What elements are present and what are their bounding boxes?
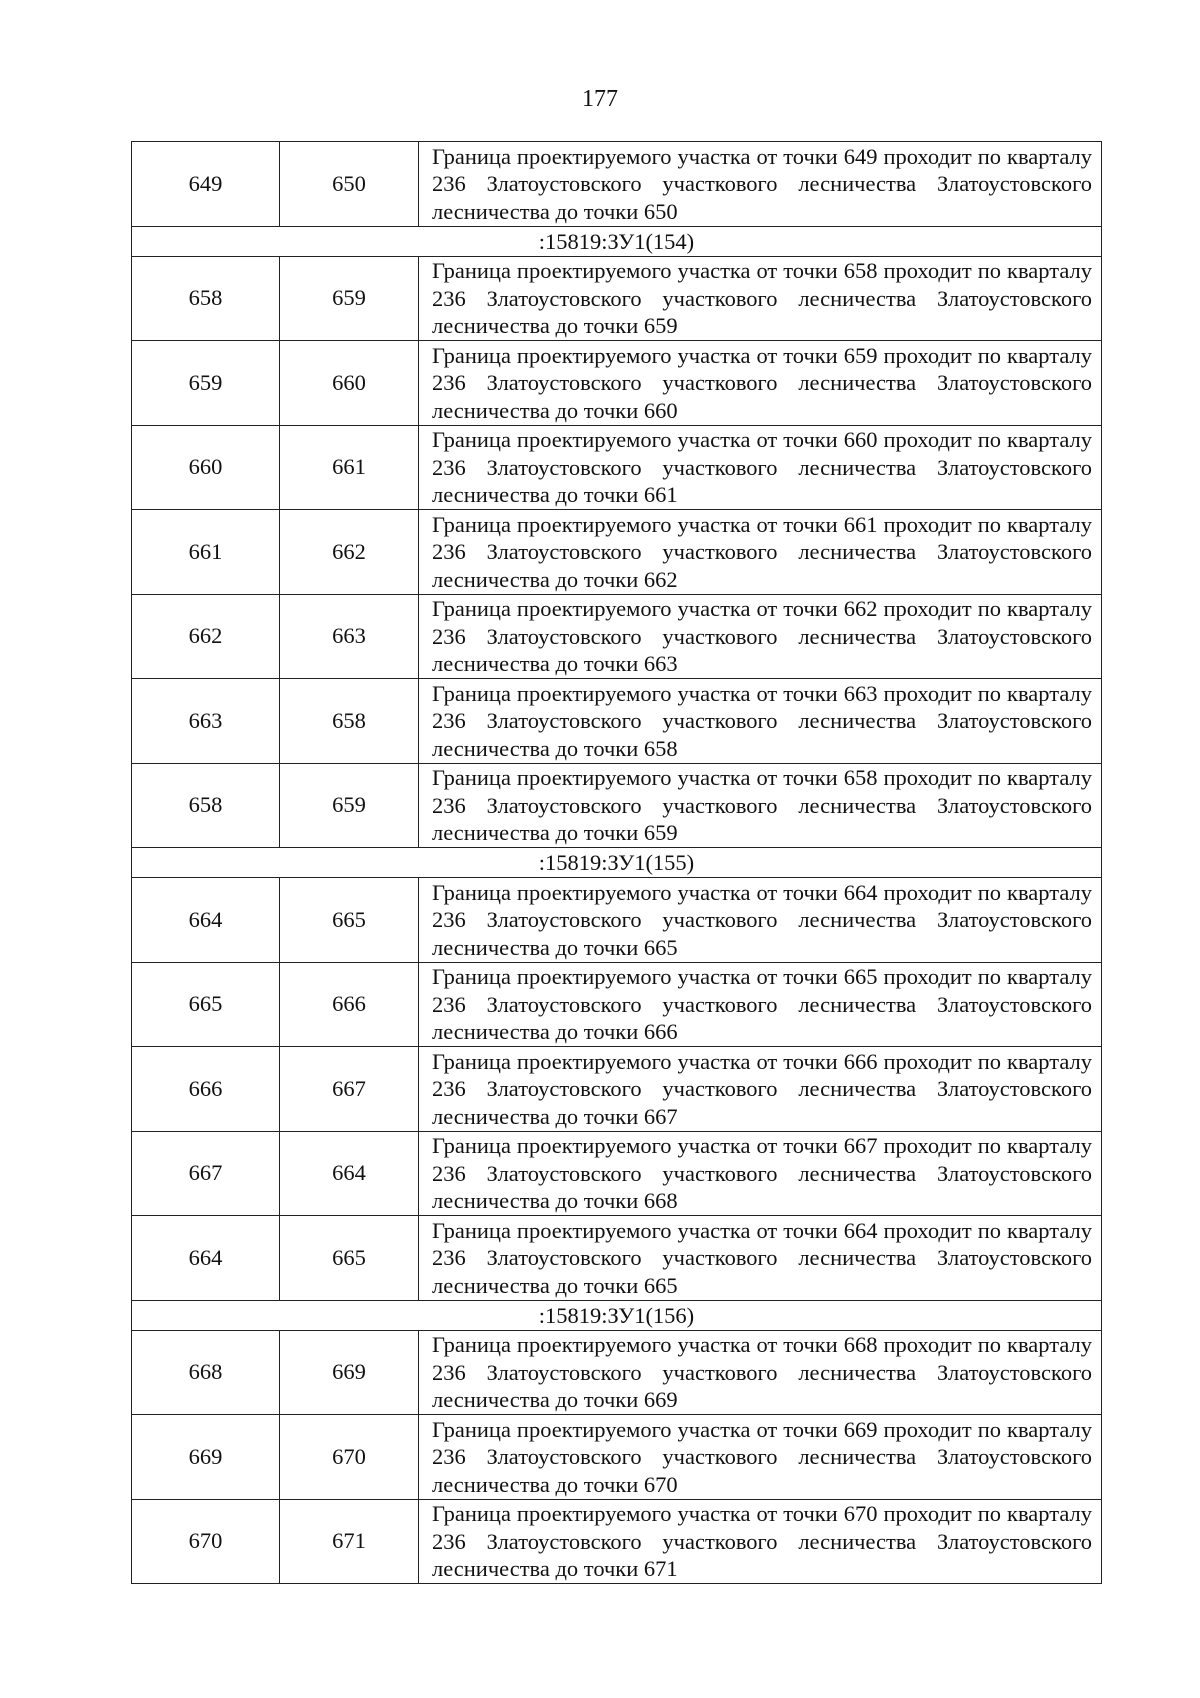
to-point-cell: 666 xyxy=(280,962,419,1047)
to-point-cell: 665 xyxy=(280,878,419,963)
to-point-cell: 664 xyxy=(280,1131,419,1216)
boundary-description-cell: Граница проектируемого участка от точки 658 проходит по кварталу 236 Златоустовского участкового лесничества Златоустовского лесничества до точки 659 xyxy=(419,763,1102,848)
table-row xyxy=(132,1216,1102,1301)
to-point-cell: 663 xyxy=(280,594,419,679)
boundary-description-cell: Граница проектируемого участка от точки 669 проходит по кварталу 236 Златоустовского участкового лесничества Златоустовского лесничества до точки 670 xyxy=(419,1415,1102,1500)
to-point-cell: 659 xyxy=(280,763,419,848)
from-point-cell: 664 xyxy=(132,1216,280,1301)
boundary-description-cell: Граница проектируемого участка от точки 667 проходит по кварталу 236 Златоустовского участкового лесничества Златоустовского лесничества до точки 668 xyxy=(419,1131,1102,1216)
section-row xyxy=(132,848,1102,878)
section-label: :15819:ЗУ1(156) xyxy=(132,1300,1102,1330)
from-point-cell: 669 xyxy=(132,1415,280,1500)
table-body xyxy=(132,142,1102,1584)
from-point-cell: 658 xyxy=(132,256,280,341)
boundary-description-cell: Граница проектируемого участка от точки 658 проходит по кварталу 236 Златоустовского участкового лесничества Златоустовского лесничества до точки 659 xyxy=(419,256,1102,341)
boundary-description-cell: Граница проектируемого участка от точки 668 проходит по кварталу 236 Златоустовского участкового лесничества Златоустовского лесничества до точки 669 xyxy=(419,1330,1102,1415)
table-row xyxy=(132,1415,1102,1500)
table-row xyxy=(132,1047,1102,1132)
from-point-cell: 670 xyxy=(132,1499,280,1584)
from-point-cell: 660 xyxy=(132,425,280,510)
to-point-cell: 661 xyxy=(280,425,419,510)
table-row xyxy=(132,1330,1102,1415)
from-point-cell: 665 xyxy=(132,962,280,1047)
to-point-cell: 659 xyxy=(280,256,419,341)
boundary-description-cell: Граница проектируемого участка от точки 649 проходит по кварталу 236 Златоустовского участкового лесничества Златоустовского лесничества до точки 650 xyxy=(419,142,1102,227)
from-point-cell: 659 xyxy=(132,341,280,426)
boundary-description-cell: Граница проектируемого участка от точки 663 проходит по кварталу 236 Златоустовского участкового лесничества Златоустовского лесничества до точки 658 xyxy=(419,679,1102,764)
boundary-description-cell: Граница проектируемого участка от точки 665 проходит по кварталу 236 Златоустовского участкового лесничества Златоустовского лесничества до точки 666 xyxy=(419,962,1102,1047)
to-point-cell: 670 xyxy=(280,1415,419,1500)
from-point-cell: 666 xyxy=(132,1047,280,1132)
from-point-cell: 649 xyxy=(132,142,280,227)
to-point-cell: 650 xyxy=(280,142,419,227)
table-row xyxy=(132,1131,1102,1216)
boundary-description-cell: Граница проектируемого участка от точки 662 проходит по кварталу 236 Златоустовского участкового лесничества Златоустовского лесничества до точки 663 xyxy=(419,594,1102,679)
table-row xyxy=(132,1499,1102,1584)
table-row xyxy=(132,679,1102,764)
section-row xyxy=(132,226,1102,256)
boundary-description-cell: Граница проектируемого участка от точки 659 проходит по кварталу 236 Златоустовского участкового лесничества Златоустовского лесничества до точки 660 xyxy=(419,341,1102,426)
table-row xyxy=(132,594,1102,679)
table-row xyxy=(132,510,1102,595)
to-point-cell: 669 xyxy=(280,1330,419,1415)
to-point-cell: 665 xyxy=(280,1216,419,1301)
to-point-cell: 667 xyxy=(280,1047,419,1132)
from-point-cell: 661 xyxy=(132,510,280,595)
table-row xyxy=(132,256,1102,341)
table-row xyxy=(132,425,1102,510)
boundary-table xyxy=(131,141,1102,1584)
boundary-description-cell: Граница проектируемого участка от точки 664 проходит по кварталу 236 Златоустовского участкового лесничества Златоустовского лесничества до точки 665 xyxy=(419,1216,1102,1301)
from-point-cell: 664 xyxy=(132,878,280,963)
table-row xyxy=(132,878,1102,963)
from-point-cell: 663 xyxy=(132,679,280,764)
table-row xyxy=(132,142,1102,227)
from-point-cell: 667 xyxy=(132,1131,280,1216)
section-label: :15819:ЗУ1(154) xyxy=(132,226,1102,256)
table-row xyxy=(132,763,1102,848)
from-point-cell: 658 xyxy=(132,763,280,848)
from-point-cell: 668 xyxy=(132,1330,280,1415)
boundary-description-cell: Граница проектируемого участка от точки 661 проходит по кварталу 236 Златоустовского участкового лесничества Златоустовского лесничества до точки 662 xyxy=(419,510,1102,595)
to-point-cell: 660 xyxy=(280,341,419,426)
boundary-description-cell: Граница проектируемого участка от точки 670 проходит по кварталу 236 Златоустовского участкового лесничества Златоустовского лесничества до точки 671 xyxy=(419,1499,1102,1584)
to-point-cell: 662 xyxy=(280,510,419,595)
from-point-cell: 662 xyxy=(132,594,280,679)
boundary-description-cell: Граница проектируемого участка от точки 660 проходит по кварталу 236 Златоустовского участкового лесничества Златоустовского лесничества до точки 661 xyxy=(419,425,1102,510)
table-row xyxy=(132,341,1102,426)
boundary-description-cell: Граница проектируемого участка от точки 666 проходит по кварталу 236 Златоустовского участкового лесничества Златоустовского лесничества до точки 667 xyxy=(419,1047,1102,1132)
table-row xyxy=(132,962,1102,1047)
to-point-cell: 671 xyxy=(280,1499,419,1584)
section-label: :15819:ЗУ1(155) xyxy=(132,848,1102,878)
section-row xyxy=(132,1300,1102,1330)
to-point-cell: 658 xyxy=(280,679,419,764)
boundary-description-cell: Граница проектируемого участка от точки 664 проходит по кварталу 236 Златоустовского участкового лесничества Златоустовского лесничества до точки 665 xyxy=(419,878,1102,963)
page-number: 177 xyxy=(582,86,618,112)
